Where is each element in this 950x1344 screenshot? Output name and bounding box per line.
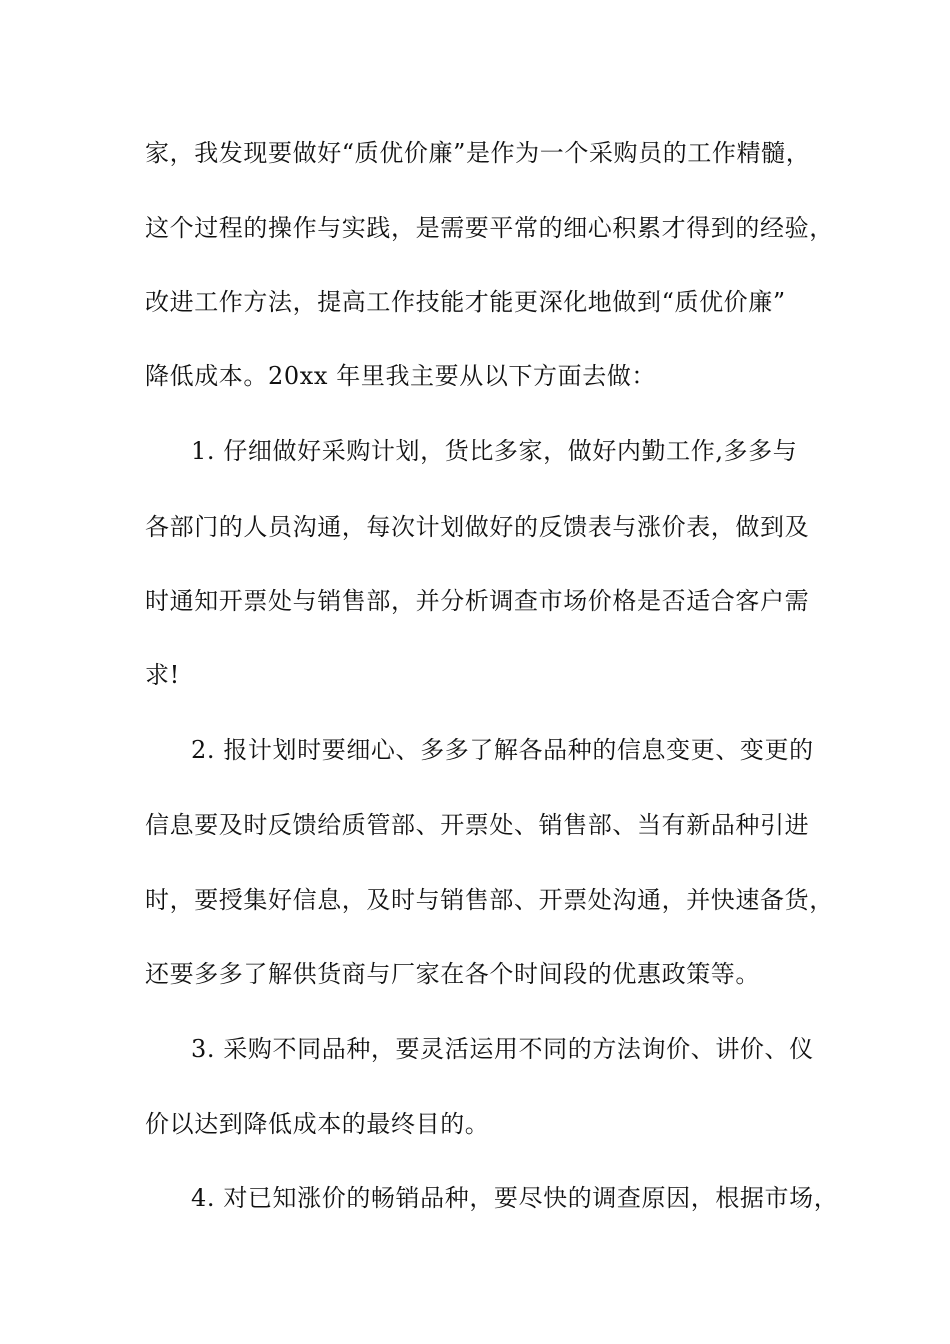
text-line: 各部门的人员沟通，每次计划做好的反馈表与涨价表，做到及 xyxy=(145,513,810,541)
text-line: 降低成本。20xx 年里我主要从以下方面去做： xyxy=(145,362,657,390)
list-item-4-first-line: 4. 对已知涨价的畅销品种，要尽快的调查原因，根据市场， xyxy=(191,1184,839,1212)
text-line: 价以达到降低成本的最终目的。 xyxy=(145,1110,490,1138)
text-line: 改进工作方法，提高工作技能才能更深化地做到“质优价廉” xyxy=(145,288,786,316)
text-line: 这个过程的操作与实践，是需要平常的细心积累才得到的经验， xyxy=(145,214,834,242)
text-line: 时通知开票处与销售部，并分析调查市场价格是否适合客户需 xyxy=(145,587,810,615)
list-item-3-first-line: 3. 采购不同品种，要灵活运用不同的方法询价、讲价、仪 xyxy=(191,1035,814,1063)
text-line: 信息要及时反馈给质管部、开票处、销售部、当有新品种引进 xyxy=(145,811,810,839)
text-line: 家，我发现要做好“质优价廉”是作为一个采购员的工作精髓， xyxy=(145,139,811,167)
text-line: 还要多多了解供货商与厂家在各个时间段的优惠政策等。 xyxy=(145,960,760,988)
text-line: 求! xyxy=(145,661,180,689)
text-line: 时，要授集好信息，及时与销售部、开票处沟通，并快速备货， xyxy=(145,886,834,914)
list-item-1-first-line: 1. 仔细做好采购计划，货比多家，做好内勤工作,多多与 xyxy=(191,437,798,465)
list-item-2-first-line: 2. 报计划时要细心、多多了解各品种的信息变更、变更的 xyxy=(191,736,814,764)
